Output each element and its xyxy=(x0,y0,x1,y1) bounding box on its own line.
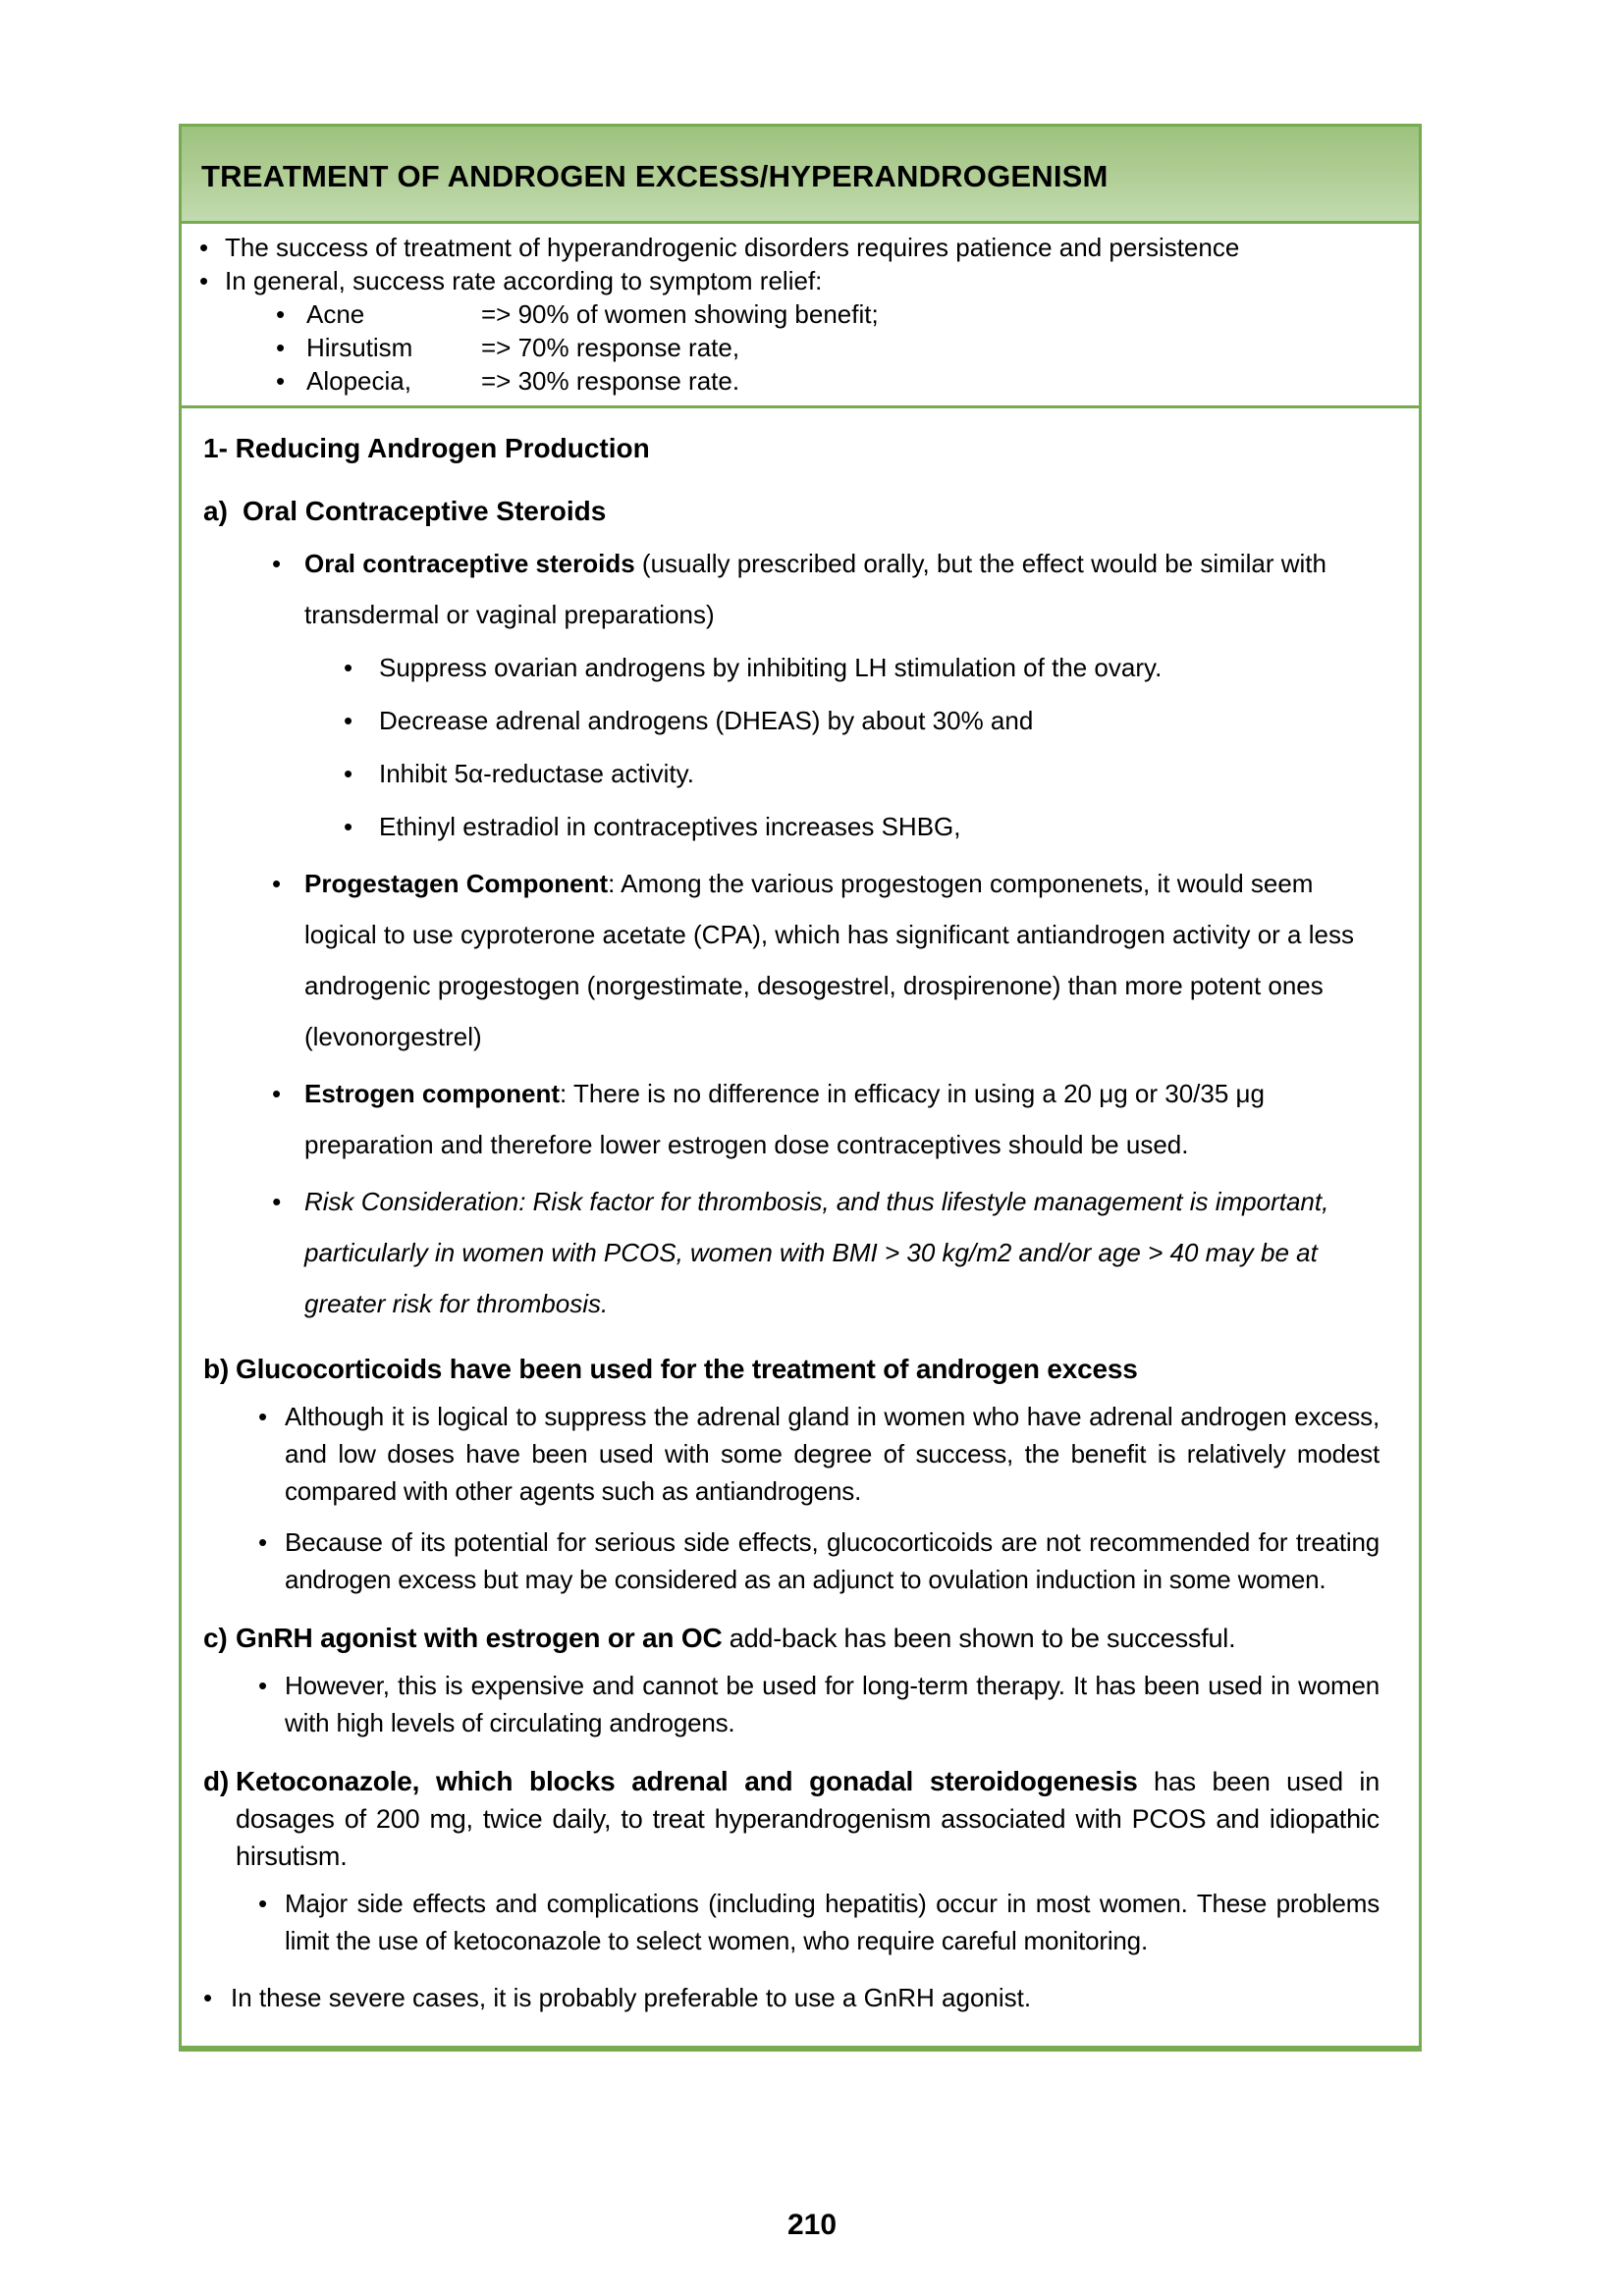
bullet-text: Decrease adrenal androgens (DHEAS) by about 30% and xyxy=(379,706,1034,735)
bullet-text: Major side effects and complications (including hepatitis) occur in most women. These problems limit the use of ketoconazole to select women, who require careful monitoring. xyxy=(285,1889,1380,1955)
list-item xyxy=(344,695,1380,746)
list-item xyxy=(258,1885,1380,1959)
bullet-icon xyxy=(258,1398,285,1435)
subsection-title-text xyxy=(236,1620,1380,1657)
subsection-c-title xyxy=(203,1620,1380,1657)
list-item xyxy=(276,331,1389,364)
document-content xyxy=(179,124,1422,2052)
bullet-icon xyxy=(258,1885,285,1922)
bold-run: GnRH agonist with estrogen or an OC xyxy=(236,1623,723,1653)
symptom-rate: => 90% of women showing benefit; xyxy=(481,299,879,329)
bullet-text xyxy=(304,1068,1380,1170)
bullet-icon xyxy=(344,695,379,746)
list-item xyxy=(258,1523,1380,1598)
bullet-text: However, this is expensive and cannot be used for long-term therapy. It has been used in women with high levels of circulating androgens. xyxy=(285,1671,1380,1737)
subsection-marker: d) xyxy=(203,1766,230,1796)
subsection-title-text: Glucocorticoids have been used for the treatment of androgen excess xyxy=(236,1354,1138,1384)
subsection-title-text: Oral Contraceptive Steroids xyxy=(243,496,607,526)
list-item xyxy=(203,1979,1380,2016)
page-number: 210 xyxy=(786,2209,838,2241)
list-item xyxy=(344,642,1380,693)
list-item xyxy=(276,364,1389,398)
bullet-text: In these severe cases, it is probably preferable to use a GnRH agonist. xyxy=(231,1983,1032,2012)
bullet-icon xyxy=(199,231,225,264)
symptom-label: Alopecia, xyxy=(306,366,411,396)
subsection-marker: a) xyxy=(203,496,228,526)
list-item xyxy=(199,231,1389,264)
subsection-b xyxy=(203,1351,1380,1598)
text-run: has been used in dosages of 200 mg, twice daily, to treat hyperandrogenism associated with PCOS and idiopathic hirsutism. xyxy=(236,1767,1380,1871)
bullet-icon xyxy=(344,748,379,799)
list-item xyxy=(258,1667,1380,1741)
bullet-icon xyxy=(203,1979,231,2016)
subsection-d xyxy=(203,1763,1380,1959)
symptom-rate-row xyxy=(306,297,1389,331)
subsection-a-title xyxy=(203,493,1380,530)
bullet-icon xyxy=(272,1176,304,1227)
bold-run: Estrogen component xyxy=(304,1079,561,1108)
subsection-marker: c) xyxy=(203,1623,228,1653)
bullet-text: Because of its potential for serious side effects, glucocorticoids are not recommended for treating androgen excess but may be considered as an adjunct to ovulation induction in some women. xyxy=(285,1527,1380,1594)
main-box xyxy=(179,405,1422,2052)
subsection-marker: b) xyxy=(203,1354,230,1384)
bullet-icon xyxy=(272,858,304,909)
list-item xyxy=(344,748,1380,799)
intro-bullet-text: The success of treatment of hyperandrogenic disorders requires patience and persistence xyxy=(225,233,1240,262)
bullet-icon xyxy=(199,264,225,297)
bullet-icon xyxy=(272,538,304,589)
bullet-text xyxy=(304,858,1380,1062)
list-item xyxy=(272,538,1380,640)
section-heading: 1- Reducing Androgen Production xyxy=(203,433,650,463)
bold-run: Ketoconazole, which blocks adrenal and gonadal steroidogenesis xyxy=(236,1766,1138,1796)
bullet-icon xyxy=(272,1068,304,1119)
bullet-text: Although it is logical to suppress the adrenal gland in women who have adrenal androgen excess, and low doses have been used with some degree of success, the benefit is relatively modest compared with other agents such as antiandrogens. xyxy=(285,1402,1380,1506)
bullet-icon xyxy=(258,1523,285,1561)
symptom-rate: => 70% response rate, xyxy=(481,333,740,362)
title-banner xyxy=(179,124,1422,224)
symptom-rate-row xyxy=(306,364,1389,398)
page-title: TREATMENT OF ANDROGEN EXCESS/HYPERANDROGENISM xyxy=(201,159,1109,193)
bullet-icon xyxy=(344,642,379,693)
bullet-text xyxy=(304,538,1380,640)
bullet-icon xyxy=(276,364,306,398)
text-run: (usually prescribed orally, but the effect would be similar with transdermal or vaginal preparations) xyxy=(304,549,1326,629)
bullet-text: Inhibit 5α-reductase activity. xyxy=(379,759,694,788)
subsection-b-title xyxy=(203,1351,1380,1388)
bullet-icon xyxy=(258,1667,285,1704)
list-item xyxy=(272,1176,1380,1329)
bold-run: Progestagen Component xyxy=(304,869,609,898)
bullet-icon xyxy=(276,331,306,364)
text-run: add-back has been shown to be successful. xyxy=(722,1624,1236,1653)
list-item xyxy=(258,1398,1380,1510)
subsection-title-text xyxy=(236,1763,1380,1875)
subsection-d-title xyxy=(203,1763,1380,1875)
symptom-rate-row xyxy=(306,331,1389,364)
bullet-text: Suppress ovarian androgens by inhibiting LH stimulation of the ovary. xyxy=(379,653,1163,682)
symptom-label: Acne xyxy=(306,299,365,329)
symptom-label: Hirsutism xyxy=(306,333,413,362)
intro-box xyxy=(179,221,1422,408)
bold-run: Oral contraceptive steroids xyxy=(304,549,635,578)
bullet-text: Ethinyl estradiol in contraceptives increases SHBG, xyxy=(379,812,961,841)
text-run: : Among the various progestogen componenets, it would seem logical to use cyproterone acetate (CPA), which has significant antiandrogen activity or a less androgenic progestogen (norgestimate, desogestrel, drospirenone) than more potent ones (levonorgestrel) xyxy=(304,869,1354,1051)
list-item xyxy=(276,297,1389,331)
list-item xyxy=(272,858,1380,1062)
symptom-rate: => 30% response rate. xyxy=(481,366,740,396)
list-item xyxy=(272,1068,1380,1170)
list-item xyxy=(199,264,1389,297)
bullet-icon xyxy=(276,297,306,331)
subsection-c xyxy=(203,1620,1380,1741)
text-run: : There is no difference in efficacy in using a 20 μg or 30/35 μg preparation and therefore lower estrogen dose contraceptives should be used. xyxy=(304,1079,1265,1159)
bullet-icon xyxy=(344,801,379,852)
intro-bullet-text: In general, success rate according to symptom relief: xyxy=(225,266,823,295)
risk-note-text: Risk Consideration: Risk factor for thrombosis, and thus lifestyle management is important, particularly in women with PCOS, women with BMI > 30 kg/m2 and/or age > 40 may be at greater risk for thrombosis. xyxy=(304,1187,1329,1318)
list-item xyxy=(344,801,1380,852)
